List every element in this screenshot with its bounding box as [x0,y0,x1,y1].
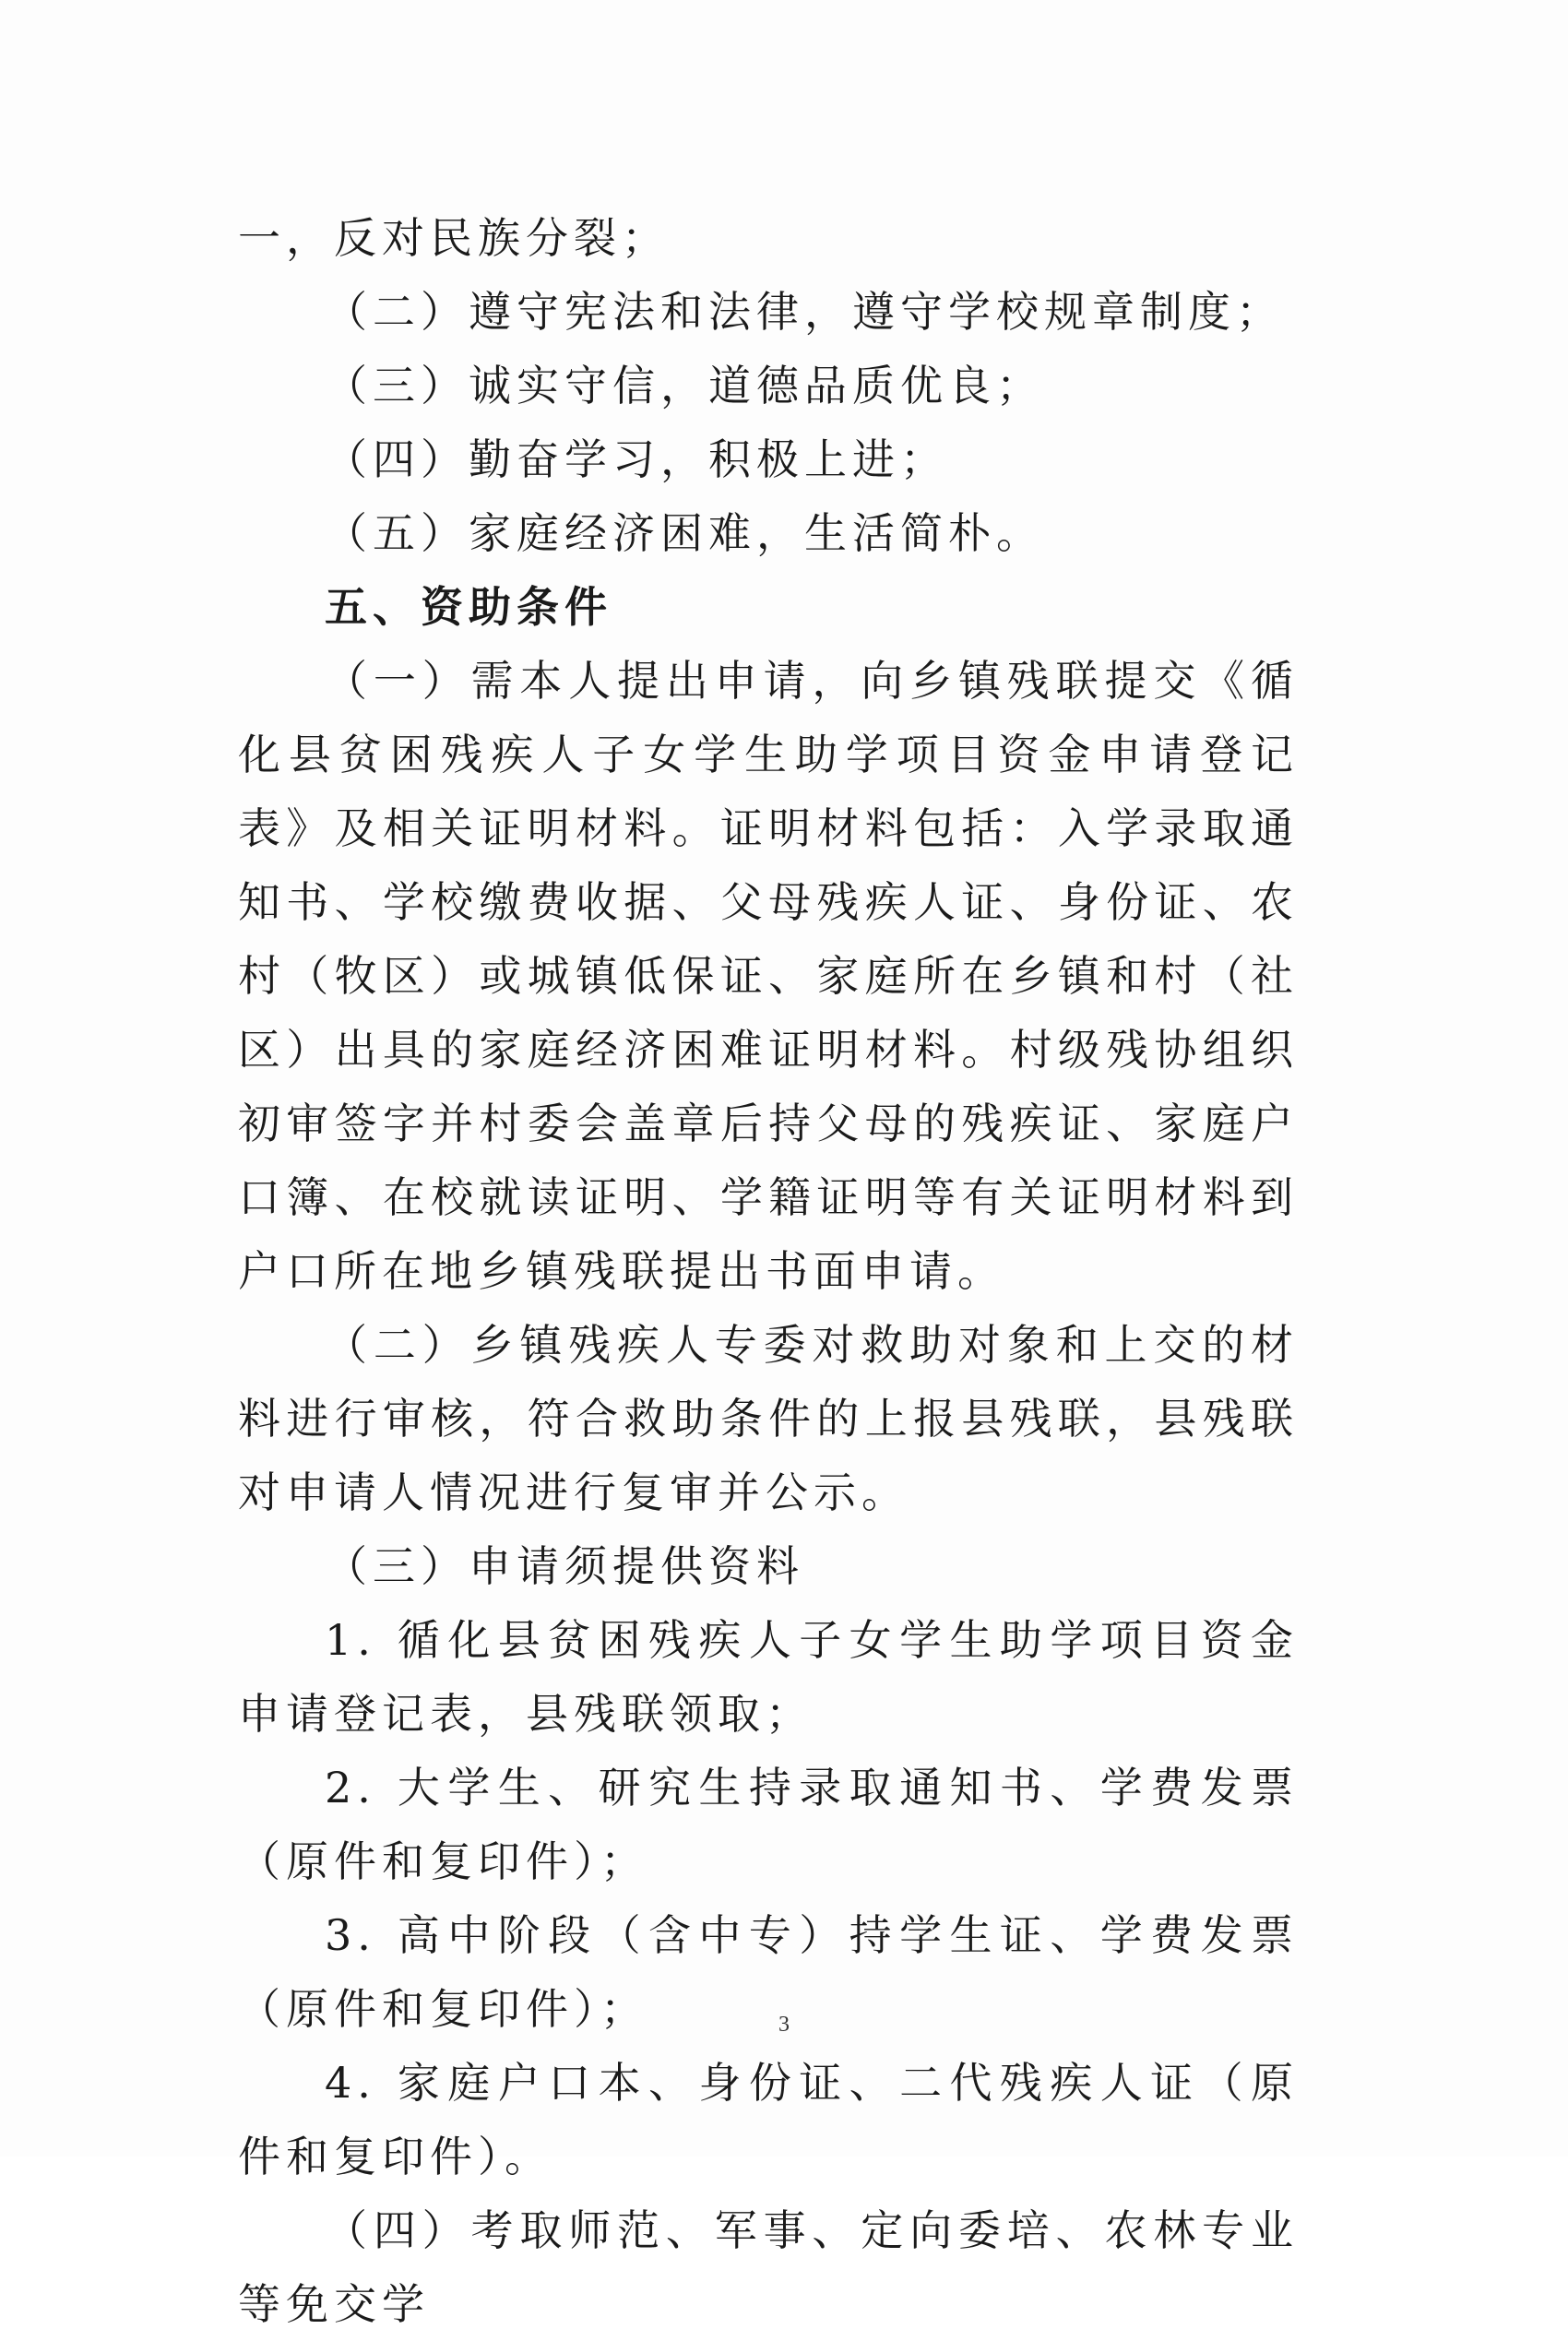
paragraph-7: 4. 家庭户口本、身份证、二代残疾人证（原件和复印件）。 [238,2058,1299,2181]
paragraph-5: 2. 大学生、研究生持录取通知书、学费发票（原件和复印件）； [238,1763,1299,1886]
paragraph-6: 3. 高中阶段（含中专）持学生证、学费发票（原件和复印件）； [238,1910,1299,2034]
line-item-5: （五）家庭经济困难，生活简朴。 [325,508,1044,558]
paragraph-2: （二）乡镇残疾人专委对救助对象和上交的材料进行审核，符合救助条件的上报县残联，县残联对申请人情况进行复审并公示。 [238,1320,1299,1517]
section-heading: 五、资助条件 [325,582,612,632]
paragraph-3: （三）申请须提供资料 [325,1541,804,1591]
line-item-4: （四）勤奋学习，积极上进； [325,434,948,484]
line-item-2: （二）遵守宪法和法律，遵守学校规章制度； [325,287,1284,337]
line-item-1: 一，反对民族分裂； [238,213,670,263]
page-number: 3 [778,2013,790,2037]
paragraph-8: （四）考取师范、军事、定向委培、农林专业等免交学 [238,2205,1299,2329]
paragraph-1: （一）需本人提出申请，向乡镇残联提交《循化县贫困残疾人子女学生助学项目资金申请登记表》及相关证明材料。证明材料包括：入学录取通知书、学校缴费收据、父母残疾人证、身份证、农村（牧区）或城镇低保证、家庭所在乡镇和村（社区）出具的家庭经济困难证明材料。村级残协组织初审签字并村委会盖章后持父母的残疾证、家庭户口簿、在校就读证明、学籍证明等有关证明材料到户口所在地乡镇残联提出书面申请。 [238,656,1299,1296]
paragraph-4: 1. 循化县贫困残疾人子女学生助学项目资金申请登记表，县残联领取； [238,1615,1299,1739]
line-item-3: （三）诚实守信，道德品质优良； [325,361,1044,410]
